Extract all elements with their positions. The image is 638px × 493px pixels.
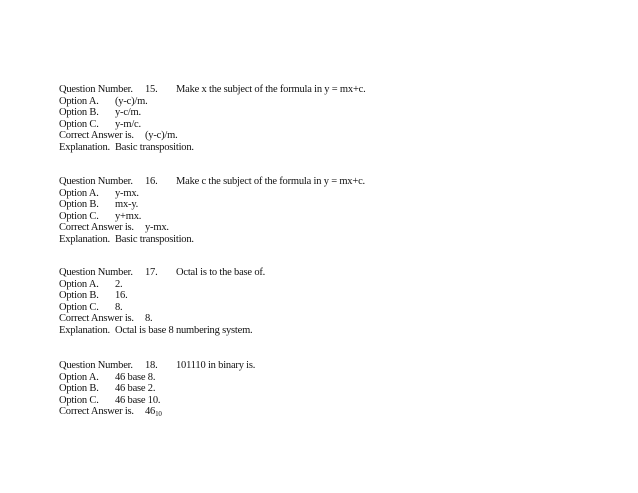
question-number-label: Question Number. bbox=[59, 267, 133, 278]
question-text: Make c the subject of the formula in y = mx+c. bbox=[176, 176, 365, 187]
question-text: 101110 in binary is. bbox=[176, 360, 256, 371]
question-number-label: Question Number. bbox=[59, 360, 133, 371]
option-b-text: mx-y. bbox=[115, 199, 139, 210]
explanation-text: Basic transposition. bbox=[115, 141, 194, 153]
option-a-label: Option A. bbox=[59, 95, 99, 107]
option-b-text: 16. bbox=[115, 290, 128, 301]
correct-answer-text: y-mx. bbox=[145, 222, 169, 233]
option-a-text: 46 base 8. bbox=[115, 371, 156, 383]
correct-answer-label: Correct Answer is. bbox=[59, 130, 134, 141]
option-c-label: Option C. bbox=[59, 301, 99, 313]
correct-answer-value bbox=[145, 406, 162, 421]
option-c-text: y-m/c. bbox=[115, 118, 141, 130]
option-c-text: y+mx. bbox=[115, 210, 142, 222]
correct-answer-text: 8. bbox=[145, 313, 153, 324]
option-a-text: 2. bbox=[115, 278, 123, 290]
correct-answer-text: (y-c)/m. bbox=[145, 130, 178, 141]
option-a-text: y-mx. bbox=[115, 187, 139, 199]
option-a-label: Option A. bbox=[59, 278, 99, 290]
explanation-label: Explanation. bbox=[59, 141, 110, 153]
option-c-label: Option C. bbox=[59, 118, 99, 130]
question-number-label: Question Number. bbox=[59, 176, 133, 187]
option-c-label: Option C. bbox=[59, 394, 99, 406]
question-number: 17. bbox=[145, 267, 158, 278]
explanation-text: Basic transposition. bbox=[115, 233, 194, 245]
option-c-text: 46 base 10. bbox=[115, 394, 161, 406]
question-number: 16. bbox=[145, 176, 158, 187]
question-number: 15. bbox=[145, 84, 158, 95]
option-c-label: Option C. bbox=[59, 210, 99, 222]
option-a-text: (y-c)/m. bbox=[115, 95, 148, 107]
option-b-label: Option B. bbox=[59, 107, 99, 118]
correct-answer-label: Correct Answer is. bbox=[59, 406, 134, 417]
correct-answer-text: 46 bbox=[145, 406, 156, 417]
option-a-label: Option A. bbox=[59, 187, 99, 199]
option-b-text: 46 base 2. bbox=[115, 383, 156, 394]
option-b-label: Option B. bbox=[59, 383, 99, 394]
option-c-text: 8. bbox=[115, 301, 123, 313]
correct-answer-label: Correct Answer is. bbox=[59, 313, 134, 324]
question-text: Make x the subject of the formula in y = mx+c. bbox=[176, 84, 366, 95]
question-text: Octal is to the base of. bbox=[176, 267, 266, 278]
correct-answer-label: Correct Answer is. bbox=[59, 222, 134, 233]
option-b-label: Option B. bbox=[59, 199, 99, 210]
question-number: 18. bbox=[145, 360, 158, 371]
correct-answer-subscript: 10 bbox=[155, 410, 162, 418]
explanation-label: Explanation. bbox=[59, 233, 110, 245]
question-number-label: Question Number. bbox=[59, 84, 133, 95]
explanation-text: Octal is base 8 numbering system. bbox=[115, 324, 253, 336]
explanation-label: Explanation. bbox=[59, 324, 110, 336]
option-b-label: Option B. bbox=[59, 290, 99, 301]
option-a-label: Option A. bbox=[59, 371, 99, 383]
option-b-text: y-c/m. bbox=[115, 107, 141, 118]
